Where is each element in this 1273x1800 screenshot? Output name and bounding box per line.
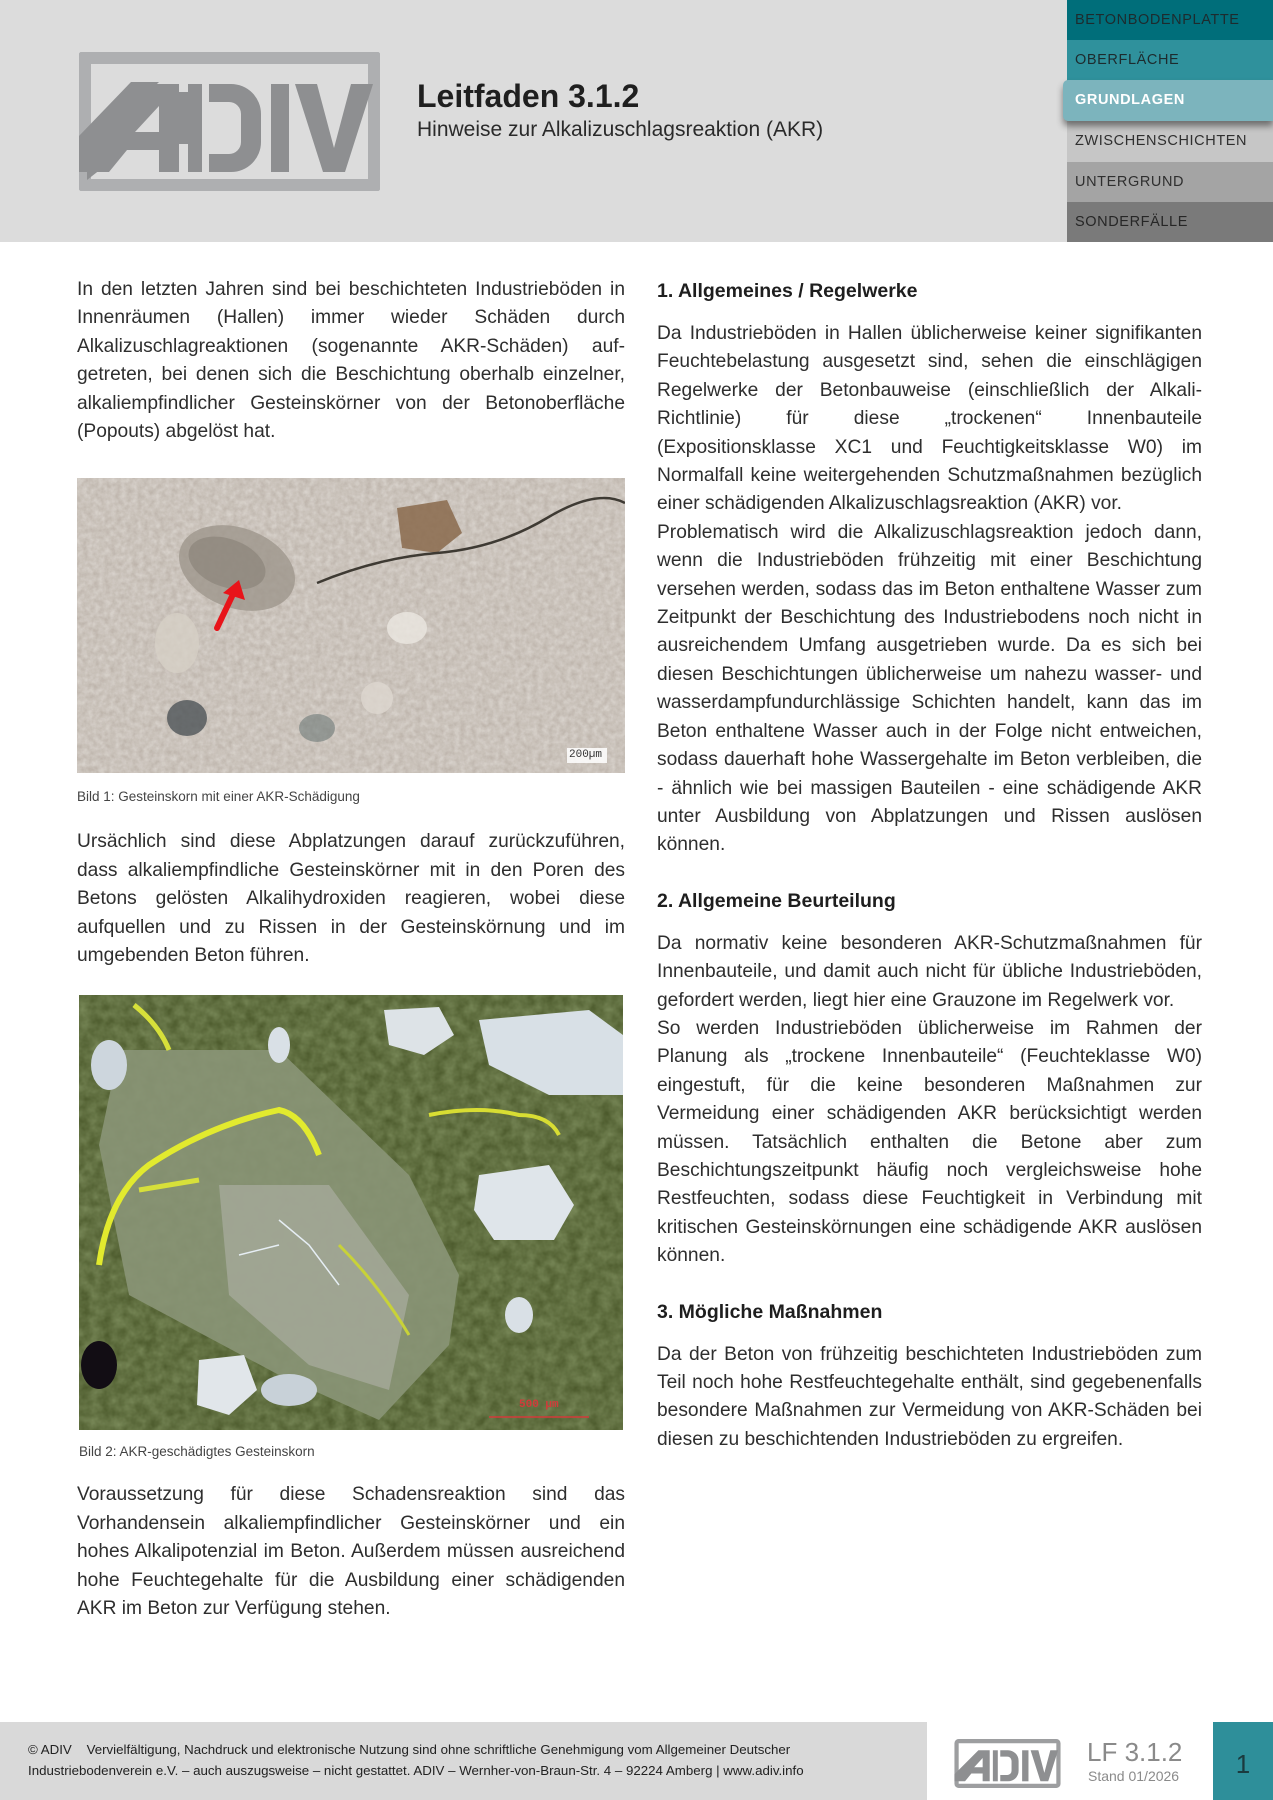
figure-2 <box>77 995 625 1461</box>
section-2 <box>657 886 1202 1271</box>
figure-2-image <box>79 995 623 1430</box>
section-3-paragraph-1: Da der Beton von frühzeitig beschichteten Industrieböden zum Teil noch hohe Restfeuchtegehalte enthält, sind gegebenenfalls besondere Maßnahmen zur Vermeidung von AKR-Schäden bei diesen zu beschichtenden Industrieböden zu ergreifen. <box>657 1343 1202 1450</box>
section-2-paragraph-1: Da normativ keine besonderen AKR-Schutzmaßnahmen für Innenbauteile, und damit auch nicht für übliche Industrieböden, gefordert werden, liegt hier eine Grauzone im Regelwerk vor. <box>657 932 1202 1011</box>
intro-paragraph: In den letzten Jahren sind bei beschichteten Industrieböden in Innenräumen (Hallen) immer wieder Schäden durch Alkalizuschlagreaktionen (sogenannte AKR-Schäden) aufgetreten, bei denen sich die Beschichtung oberhalb einzelner, alkaliempfindlicher Gesteinskörner von der Betonoberfläche (Popouts) abgelöst hat. <box>77 279 625 443</box>
footer-copyright <box>28 1739 804 1781</box>
page-header <box>0 0 1273 242</box>
footer-copyright-line-1: © ADIV Vervielfältigung, Nachdruck und elektronische Nutzung sind ohne schriftliche Genehmigung vom Allgemeiner Deutscher <box>28 1742 791 1757</box>
page-title: Leitfaden 3.1.2 <box>417 78 640 114</box>
section-1-paragraph-1: Da Industrieböden in Hallen üblicherweise keiner signifikanten Feuchtebelastung ausgesetzt sind, sehen die einschlägigen Regelwerke der Betonbauweise (einschließlich der Alkali-Richtlinie) für diese „trockenen“ Innenbauteile (Expositionsklasse XC1 und Feuchtigkeitsklasse W0) im Normalfall keine weitergehenden Schutzmaßnahmen bezüglich einer schädigenden Alkalizuschlagsreaktion (AKR) vor. <box>657 323 1202 515</box>
page-subtitle: Hinweise zur Alkalizuschlagsreaktion (AKR) <box>417 118 824 141</box>
right-column <box>657 276 1202 1454</box>
section-1-heading: 1. Allgemeines / Regelwerke <box>657 280 918 302</box>
concrete-micrograph-1 <box>77 478 625 773</box>
nav-item-grundlagen-active[interactable]: GRUNDLAGEN <box>1063 80 1273 121</box>
figure-1 <box>77 478 625 806</box>
adiv-logo <box>79 52 380 191</box>
concrete-micrograph-2 <box>79 995 623 1430</box>
scale-label-2: 500 µm <box>519 1399 559 1412</box>
section-3-heading: 3. Mögliche Maßnahmen <box>657 1300 883 1323</box>
section-2-paragraph-2: So werden Industrieböden üblicherweise im Rahmen der Planung als „trockene Innenbauteile“ (Feuchteklasse W0) eingestuft, für die keine besonderen Maßnahmen zur Vermeidung einer schädigenden AKR berücksichtigt werden müssen. Tatsächlich enthalten die Betone aber zum Beschichtungszeitpunkt häufig noch vergleichsweise hohe Restfeuchten, sodass diese Feuchtigkeit in Verbindung mit kritischen Gesteinskörnungen eine schädigende AKR auslösen können. <box>657 1017 1202 1267</box>
section-1 <box>657 276 1202 860</box>
footer-copyright-band <box>0 1722 927 1800</box>
chapter-nav <box>1067 0 1273 242</box>
adiv-footer-logo <box>954 1739 1061 1788</box>
nav-item-betonbodenplatte[interactable]: BETONBODENPLATTE <box>1067 0 1273 41</box>
nav-item-sonderfaelle[interactable]: SONDERFÄLLE <box>1067 202 1273 242</box>
footer-copyright-line-2: Industriebodenverein e.V. – auch auszugsweise – nicht gestattet. ADIV – Wernher-von-Braun-Str. 4 – 92224 Amberg | www.adiv.info <box>28 1763 804 1778</box>
document-stand: Stand 01/2026 <box>1088 1768 1180 1784</box>
nav-item-zwischenschichten[interactable]: ZWISCHENSCHICHTEN <box>1067 121 1273 162</box>
page-footer <box>0 1722 1273 1800</box>
scale-label-1: 200µm <box>569 749 603 762</box>
left-column <box>77 276 625 1624</box>
cause-paragraph: Ursächlich sind diese Abplatzungen darauf zurückzuführen, dass alkaliempfindliche Gesteinskörner mit in den Poren des Betons gelösten Alkalihydroxiden reagieren, wobei diese aufquellen und zu Rissen in der Gesteinskörnung und im umgebenden Beton führen. <box>77 831 625 967</box>
figure-2-caption: Bild 2: AKR-geschädigtes Gesteinskorn <box>79 1444 315 1460</box>
requirements-paragraph: Voraussetzung für diese Schadensreaktion sind das Vorhandensein alkaliempfindlicher Gesteinskörner und ein hohes Alkalipotenzial im Beton. Außerdem müssen ausreichend hohe Feuchtegehalte für die Ausbildung einer schädigenden AKR im Beton zur Verfügung stehen. <box>77 1484 625 1620</box>
document-code: LF 3.1.2 <box>1087 1737 1183 1767</box>
nav-item-untergrund[interactable]: UNTERGRUND <box>1067 162 1273 203</box>
section-3 <box>657 1297 1202 1455</box>
nav-item-oberflaeche[interactable]: OBERFLÄCHE <box>1067 40 1273 81</box>
figure-1-image <box>77 478 625 773</box>
section-2-heading: 2. Allgemeine Beurteilung <box>657 889 896 912</box>
page-number: 1 <box>1213 1722 1273 1800</box>
figure-1-caption: Bild 1: Gesteinskorn mit einer AKR-Schädigung <box>77 789 360 805</box>
title-block <box>417 76 823 144</box>
section-1-paragraph-2: Problematisch wird die Alkalizuschlagsreaktion jedoch dann, wenn die Industrieböden frühzeitig mit einer Beschichtung versehen werden, sodass das im Beton enthaltene Wasser zum Zeitpunkt der Beschichtung des Industriebodens noch nicht in ausreichendem Umfang ausgetrieben wurde. Da es sich bei diesen Beschichtungen üblicherweise um nahezu wasser- und wasserdampfundurchlässige Schichten handelt, kann das im Beton enthaltene Wasser auch in der Folge nicht entweichen, sodass dauerhaft hohe Wassergehalte im Beton verbleiben, die - ähnlich wie bei massigen Bauteilen - eine schädigende AKR unter Ausbildung von Abplatzungen und Rissen auslösen können. <box>657 521 1202 856</box>
